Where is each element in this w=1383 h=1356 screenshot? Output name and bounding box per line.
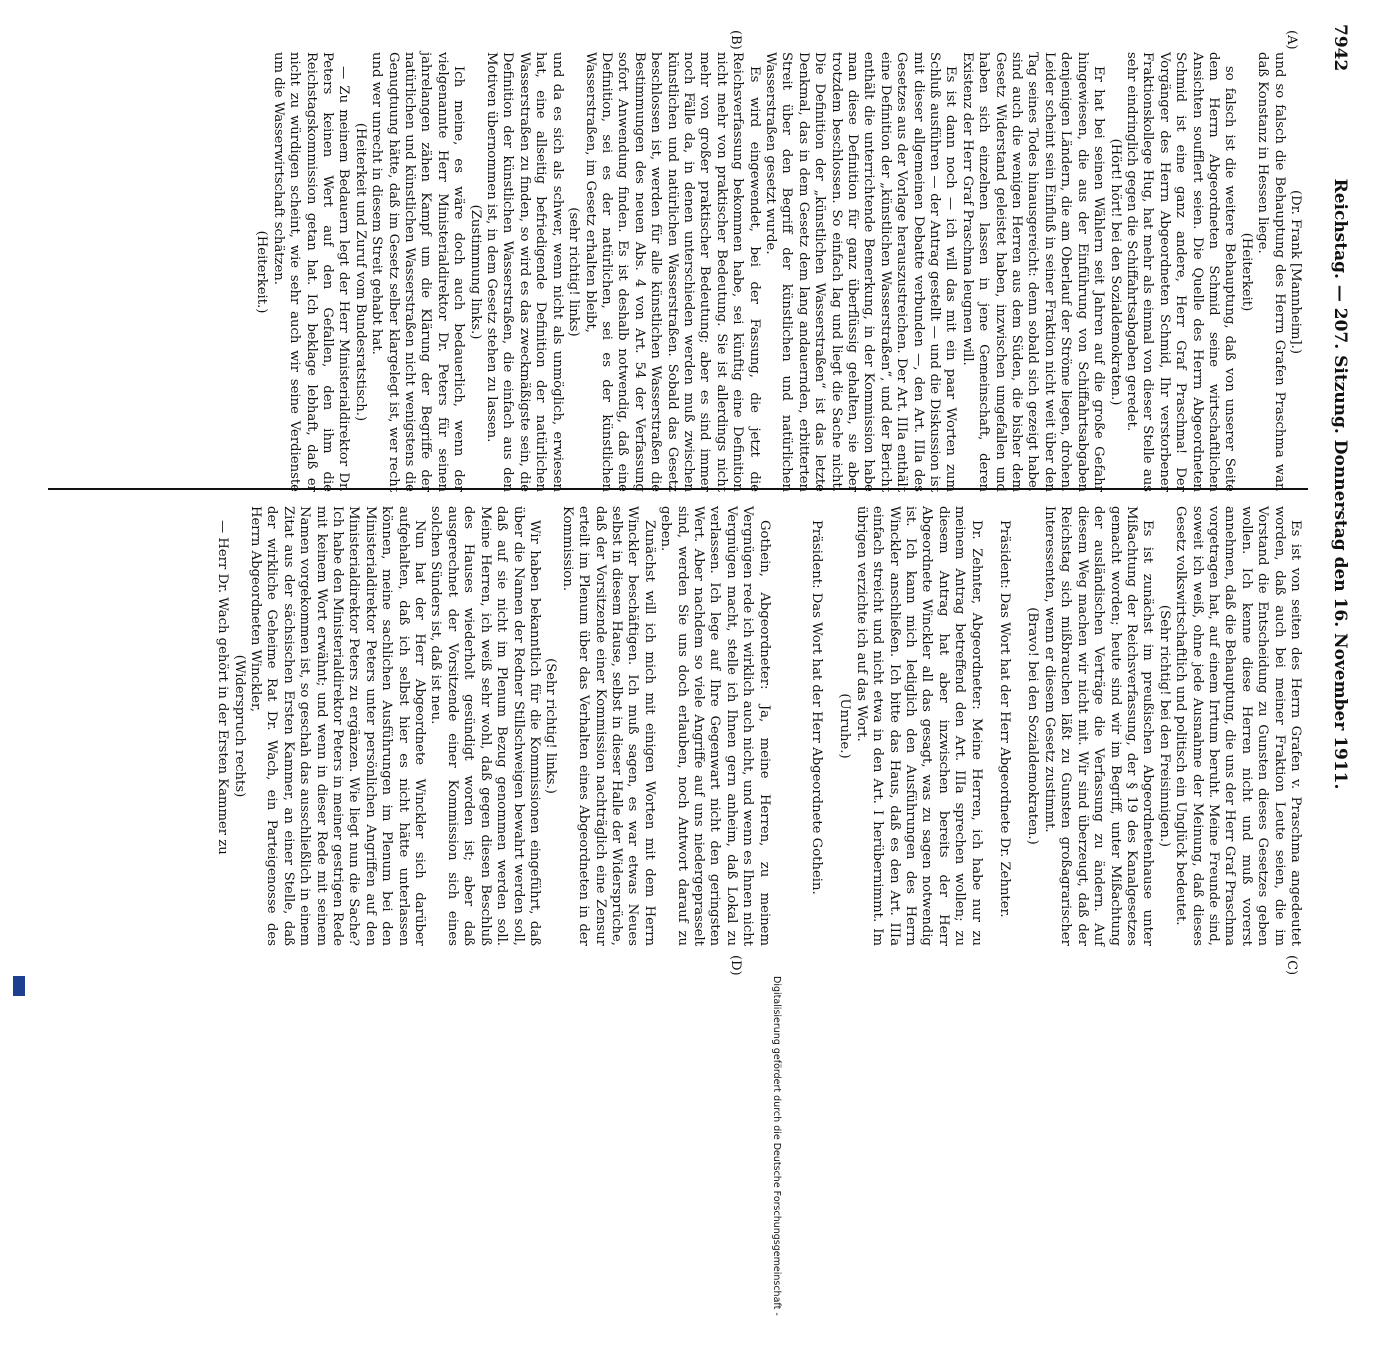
margin-mark-b: (B) bbox=[728, 30, 743, 50]
paragraph: Es ist von seiten des Herrn Grafen v. Praschma angedeutet worden, daß auch bei meiner Fraktion Leute seien, die im Vorstand die Entscheidung zu Gunsten dieses Gesetzes geben wollen. Ich kenne diese Herren nicht und muß vorerst annehmen, daß die Behauptung, die uns der Herr Graf Praschma vorgetragen hat, auf einem Irrtum beruht. Meine Freunde sind, soweit ich weiß, ohne jede Ausnahme der Meinung, daß dieses Gesetz volkswirtschaftlich und politisch ein Unglück bedeutet. bbox=[1173, 506, 1303, 946]
paragraph: so falsch ist die weitere Behauptung, daß von unserer Seite dem Herrn Abgeordneten Schmid seine wirtschaftlichen Ansichten soufflert seien. Die Quelle des Herrn Abgeordneten Schmid ist eine ganz andere, Herr Graf Praschma! Der Vorgänger des Herrn Abgeordneten Schmid, Ihr verstorbener Fraktionskollege Hug, hat mehr als einmal von dieser Stelle aus sehr eindringlich gegen die Schiffahrtsabgaben geredet. bbox=[1123, 52, 1238, 492]
margin-mark-d: (D) bbox=[728, 955, 743, 976]
margin-mark-a: (A) bbox=[1284, 30, 1299, 50]
paragraph: und so falsch die Behauptung des Herrn Grafen Praschma war, daß Konstanz in Hessen liege. bbox=[1255, 52, 1287, 492]
paragraph: Gothein, Abgeordneter: Ja, meine Herren, zu meinem Vergnügen rede ich wirklich auch nicht, und wenn es Ihnen nicht Vergnügen macht, stelle ich Ihnen gern anheim, daß Lokal zu verlassen. Ich lege auf Ihre Gegenwart nicht den geringsten Wert. Aber nachdem so viele Angriffe auf uns niedergeprasselt sind, werden Sie uns doch erlauben, noch Antwort darauf zu geben. bbox=[658, 506, 772, 946]
paragraph: Wir haben bekanntlich für die Kommissionen eingeführt, daß über die Namen der Redner Stillschweigen bewahrt werden soll, daß auf sie nicht im Plenum Bezug genommen werden soll. Meine Herren, ich weiß sehr wohl, daß gegen diesen Beschluß des Hauses wiederholt gesündigt worden ist; aber daß ausgerechnet der Vorsitzende einer Kommission sich eines solchen Sünders ist, daß ist neu. bbox=[428, 506, 542, 946]
paragraph: — Zu meinem Bedauern legt der Herr Ministerialdirektor Dr. Peters keinen Wert auf den Gefallen, den ihm die Reichstagskommission getan hat. Ich beklage lebhaft, daß er nicht zu würdigen scheint, wie sehr auch wir seine Verdienste um die Wasserwirtschaft schätzen. bbox=[270, 52, 352, 492]
paragraph: Präsident: Das Wort hat der Herr Abgeordnete Gothein. bbox=[809, 520, 825, 895]
paragraph: Präsident: Das Wort hat der Herr Abgeordnete Dr. Zehnter. bbox=[997, 520, 1013, 918]
paragraph: Ich meine, es wäre doch auch bedauerlich, wenn der vielgenannte Herr Ministerialdirektor Dr. Peters für seinen jahrelangen zähen Kampf um die Klärung der Begriffe der natürlichen und künstlichen Wasserstraßen nicht wenigstens die Genugtuung hätte, daß im Gesetz selber klargelegt ist, wer recht und wer unrecht in diesem Streit gehabt hat. bbox=[369, 52, 467, 492]
paragraph: — Herr Dr. Wach gehört in der Ersten Kammer zu bbox=[215, 520, 231, 855]
paragraph: (Heiterkeit und Zuruf vom Bundesratstisch.) bbox=[352, 122, 368, 422]
paragraph: (Unruhe.) bbox=[837, 693, 853, 759]
paragraph: (sehr richtig! links) bbox=[566, 207, 582, 337]
paragraph: Dr. Zehnter, Abgeordneter: Meine Herren, ich habe nur zu meinem Antrag betreffend den Art. IIIa sprechen wollen; zu diesem Antrag hat aber inzwischen bereits der Herr Abgeordnete Winckler all das gesagt, was zu sagen notwendig ist. Ich kann mich lediglich den Ausführungen des Herrn Winckler anschließen. Ich bitte das Haus, daß es den Art. IIIa einfach streicht und nicht etwa in den Art. I herübernimmt. Im übrigen verzichte ich auf das Wort. bbox=[853, 506, 984, 946]
paragraph: (Heiterkeit) bbox=[1238, 232, 1254, 312]
left-column bbox=[253, 52, 1303, 492]
paragraph: (Zustimmung links.) bbox=[467, 204, 483, 340]
paragraph: (Bravo! bei den Sozialdemokraten.) bbox=[1025, 607, 1041, 845]
page-header bbox=[1322, 24, 1350, 944]
dfg-logo bbox=[13, 976, 25, 996]
paragraph: (Sehr richtig! bei den Freisinnigen.) bbox=[1156, 604, 1172, 848]
paragraph: (Widerspruch rechts) bbox=[231, 654, 247, 798]
paragraph: (Dr. Frank [Mannheim].) bbox=[1288, 190, 1303, 354]
paragraph: (Hört! hört! bei den Sozialdemokraten.) bbox=[1107, 138, 1123, 406]
paragraph: (Sehr richtig! links.) bbox=[543, 658, 559, 794]
page-title: Reichstag. — 207. Sitzung. Donnerstag den 16. November 1911. bbox=[1330, 178, 1350, 790]
paragraph: Es wird eingewendet, bei der Fassung, die jetzt die Reichsverfassung bekommen habe, sei künftig eine Definition nicht mehr von praktischer Bedeutung. Sie ist allerdings nicht mehr von großer praktischer Bedeutung; aber es sind immer noch Fälle da, in denen unterschieden werden muß zwischen künstlichen und natürlichen Wasserstraßen. Sobald das Gesetz beschlossen ist, werden für alle künstlichen Wasserstraßen die Bestimmungen des neuen Abs. 4 von Art. 54 der Verfassung sofort Anwendung finden. Es ist deshalb notwendig, daß eine Definition, sei es der natürlichen, sei es der künstlichen Wasserstraßen, im Gesetz erhalten bleibt, bbox=[582, 52, 762, 492]
paragraph: Er hat bei seinen Wählern seit Jahren auf die große Gefahr hingewiesen, die aus der Einführung von Schiffahrtsabgaben denjenigen Ländern, die am Oberlauf der Ströme liegen, drohen. Leider scheint sein Einfluß in seiner Fraktion nicht weit über den Tag seines Todes hinausgereicht: denn sobald sich gezeigt habe, sind auch die wenigen Herren aus dem Süden, die bisher dem Gesetz Widerstand geleistet haben, inzwischen umgefallen und haben sich einzelnen lassen in jene Gemeinschaft, deren Existenz der Herr Graf Praschma leugnen will. bbox=[959, 52, 1107, 492]
paragraph: Es ist dann noch — ich will das mit ein paar Worten zum Schluß ausführen — der Antrag gestellt — und die Diskussion ist mit dieser allgemeinen Debatte verbunden —, den Art. IIIa des Gesetzes aus der Vorlage herauszustreichen. Der Art. IIIa enthält eine Definition der „künstlichen Wasserstraßen“, und der Bericht enthält die unterrichtende Bemerkung, in der Kommission habe man diese Definition für ganz überflüssig gehalten, sie aber trotzdem beschlossen. So einfach lag und liegt die Sache nicht. Die Definition der „künstlichen Wasserstraßen“ ist das letzte Denkmal, das in dem Gesetz dem lang andauernden, erbitterten Streit über den Begriff der künstlichen und natürlichen Wasserstraßen gesetzt wurde. bbox=[763, 52, 959, 492]
paragraph: Nun hat der Herr Abgeordnete Winckler sich darüber aufgehalten, daß ich selbst hier es nicht hätte unterlassen können, meine sachlichen Ausführungen im Plenum bei den Ministerialdirektor Peters unter persönlichen Angriffen auf den Ministerialdirektor Peters zu ergänzen. Wie liegt nun die Sache? Ich habe den Ministerialdirektor Peters in meiner gestrigen Rede mit keinem Wort erwähnt; und wenn in dieser Rede mit seinem Namen vorgekommen ist, so geschah das ausschließlich in einem Zitat aus der sächsischen Ersten Kammer, an einer Stelle, daß der wirkliche Geheime Rat Dr. Wach, ein Parteigenosse des Herrn Abgeordneten Winckler, bbox=[248, 506, 428, 946]
paragraph: und da es sich als schwer, wenn nicht als unmöglich, erwiesen hat, eine allseitig befriedigende Definition der natürlichen Wasserstraßen zu finden, so wird es das zweckmäßigste sein, die Definition der künstlichen Wasserstraßen, die einfach aus den Motiven übernommen ist, in dem Gesetz stehen zu lassen. bbox=[484, 52, 565, 492]
paragraph: Zunächst will ich mich mit einigen Worten mit dem Herrn Winckler beschäftigen. Ich muß sagen, es war etwas Neues selbst in diesem Hause, selbst in dieser Halle der Widersprüche, daß der Vorsitzende einer Kommission nachträglich eine Zensur erteilt im Plenum über das Verhalten eines Abgeordneten in der Kommission. bbox=[559, 506, 657, 946]
digitization-note: Digitalisierung gefördert durch die Deutsche Forschungsgemeinschaft - bbox=[771, 976, 782, 1316]
paragraph: (Heiterkeit.) bbox=[254, 230, 270, 314]
right-column bbox=[214, 506, 1303, 946]
paragraph: Es ist zunächst im preußischen Abgeordnetenhause unter Mißachtung der Reichsverfassung, der § 19 des Kanalgesetzes gemacht worden; heute sind wir im Begriff, unter Mißachtung der ausländischen Verträge die Verfassung zu ändern. Auf diesem Weg machen wir nicht mit. Wir sind überzeugt, daß der Reichstag sich mißbrauchen läßt zu Gunsten großagrarischer Interessenten, wenn er diesem Gesetz zustimmt. bbox=[1041, 506, 1156, 946]
margin-mark-c: (C) bbox=[1284, 955, 1299, 976]
page-number: 7942 bbox=[1330, 24, 1350, 72]
